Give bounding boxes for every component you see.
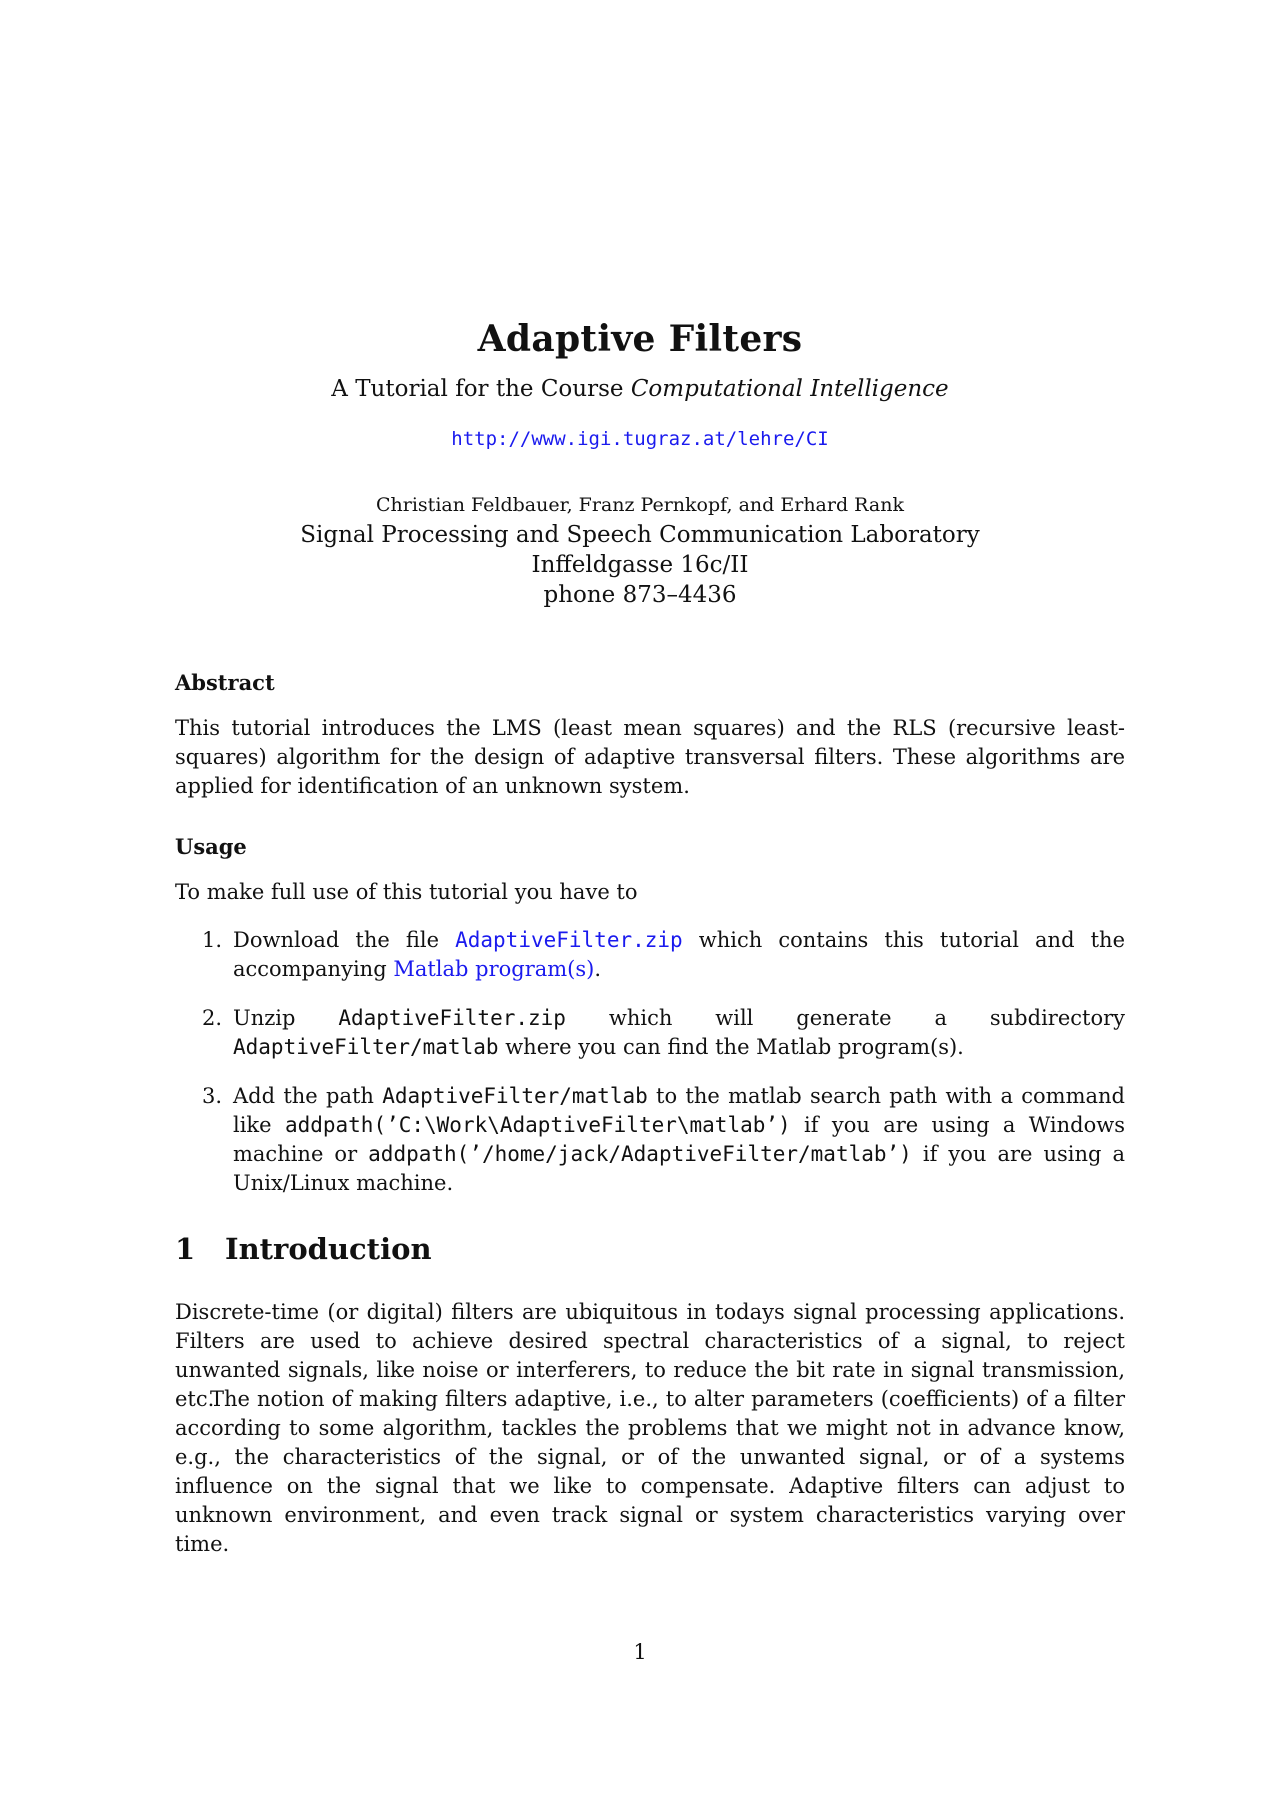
authors: Christian Feldbauer, Franz Pernkopf, and Erhard Rank xyxy=(376,494,904,516)
code-unix-addpath: addpath(’/home/jack/AdaptiveFilter/matlab’) xyxy=(368,1142,912,1166)
course-url-line xyxy=(0,428,1280,450)
list-text: where you can find the Matlab program(s). xyxy=(498,1035,964,1059)
list-text: if you are using a Unix/Linux machine. xyxy=(233,1142,1126,1195)
section-title: Introduction xyxy=(225,1232,432,1266)
code-zip-filename: AdaptiveFilter.zip xyxy=(338,1006,566,1030)
list-text: to the matlab search path with a command like xyxy=(233,1084,1125,1137)
intro-paragraph-2: The notion of making filters adaptive, i.e., to alter parameters (coefficients) of a filter according to some algorithm, tackles the problems that we might not in advance know, e.g., the characteristics of the signal, or of the unwanted signal, or of a systems influence on the signal that we like to compensate. Adaptive filters can adjust to unknown environment, and even track signal or system characteristics varying over time. xyxy=(175,1387,1125,1556)
list-item-body xyxy=(233,926,1125,984)
document-title: Adaptive Filters xyxy=(477,318,803,360)
code-windows-addpath: addpath(’C:\Work\AdaptiveFilter\matlab’) xyxy=(284,1113,791,1137)
course-url-link[interactable]: http://www.igi.tugraz.at/lehre/CI xyxy=(451,428,829,450)
affiliation-phone: phone 873–4436 xyxy=(543,582,737,608)
list-item-body xyxy=(233,1082,1125,1198)
usage-list-item-1 xyxy=(175,926,1125,984)
page-number: 1 xyxy=(633,1640,647,1664)
affiliation-lab: Signal Processing and Speech Communication Laboratory xyxy=(300,522,980,548)
list-text: which contains this tutorial and the accompanying xyxy=(233,928,1125,981)
list-text: Add the path xyxy=(233,1084,383,1108)
list-number: 1. xyxy=(202,928,223,952)
abstract-heading: Abstract xyxy=(175,670,275,695)
list-text: if you are using a Windows machine or xyxy=(233,1113,1126,1166)
code-subdirectory: AdaptiveFilter/matlab xyxy=(233,1035,499,1059)
list-item-body xyxy=(233,1004,1125,1062)
intro-paragraph-1: Discrete-time (or digital) filters are ubiquitous in todays signal processing applications. Filters are used to achieve desired spectral characteristics of a signal, to reject unwanted signals, like noise or interferers, to reduce the bit rate in signal transmission, etc. xyxy=(175,1300,1125,1411)
document-subtitle xyxy=(0,376,1280,402)
list-text: Download the file xyxy=(233,928,456,952)
list-text: . xyxy=(594,957,602,981)
usage-list-item-2 xyxy=(175,1004,1125,1062)
list-number: 3. xyxy=(202,1084,223,1108)
usage-heading: Usage xyxy=(175,834,247,859)
matlab-program-link[interactable]: Matlab program(s) xyxy=(393,957,595,981)
list-text: which will generate a subdirectory xyxy=(565,1006,1125,1030)
list-number: 2. xyxy=(202,1006,223,1030)
course-name: Computational Intelligence xyxy=(630,376,949,402)
subtitle-prefix: A Tutorial for the Course xyxy=(331,376,631,402)
usage-list-item-3 xyxy=(175,1082,1125,1198)
section-number: 1 xyxy=(175,1232,196,1266)
abstract-text: This tutorial introduces the LMS (least mean squares) and the RLS (recursive least-squares) algorithm for the design of adaptive transversal filters. These algorithms are applied for identification of an unknown system. xyxy=(175,716,1125,798)
usage-intro: To make full use of this tutorial you have to xyxy=(175,880,638,904)
affiliation-address: Inffeldgasse 16c/II xyxy=(531,552,749,578)
code-matlab-path: AdaptiveFilter/matlab xyxy=(382,1084,648,1108)
zip-file-link[interactable]: AdaptiveFilter.zip xyxy=(455,928,683,952)
section-heading-introduction xyxy=(175,1232,1125,1266)
list-text: Unzip xyxy=(233,1006,339,1030)
